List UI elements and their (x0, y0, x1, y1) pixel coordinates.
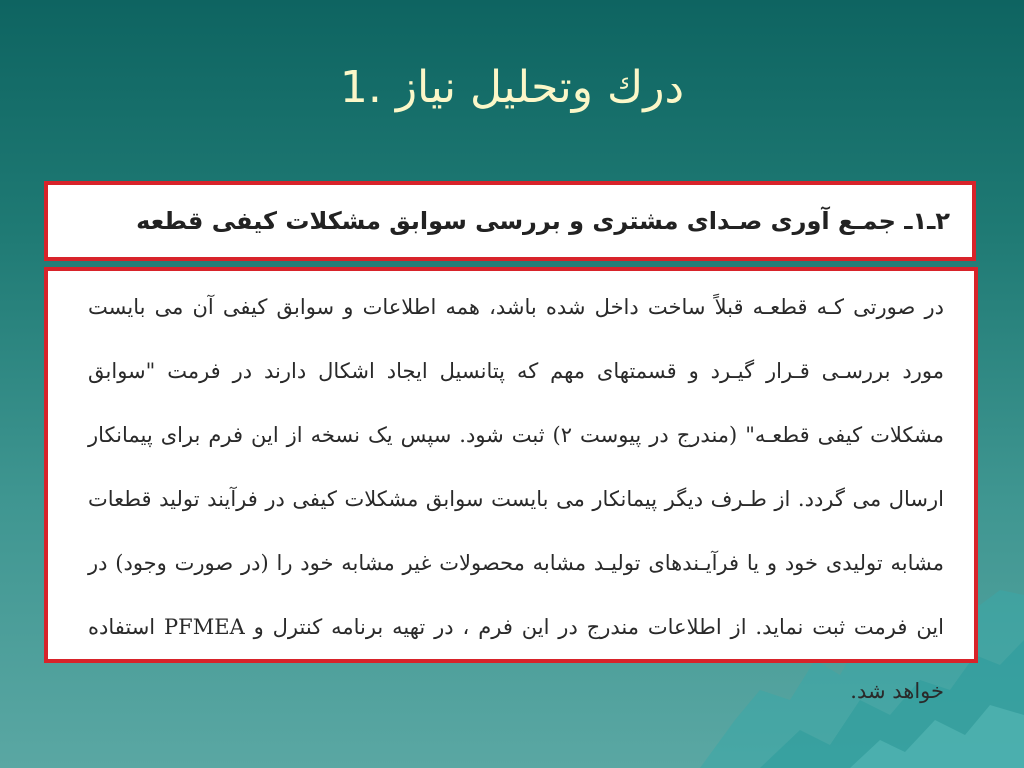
slide-title: 1. درك وتحليل نياز (339, 62, 685, 113)
body-paragraph: در صورتی کـه قطعـه قبلاً ساخت داخل شده باشد، همه اطلاعات و سوابق کیفی آن می بایست مورد بررسـی قـرار گیـرد و قسمتهای مهم که پتانسیل ایجاد اشکال دارند در فرمت "سوابق مشکلات کیفی قطعـه" (مندرج در پیوست ۲) ثبت شود. سپس یک نسخه از این فرم برای پیمانکار ارسال می گردد. از طـرف دیگر پیمانکار می بایست سوابق مشکلات کیفی در فرآیند تولید قطعات مشابه تولیدی خود و یا فرآیـندهای تولیـد مشابه محصولات غیر مشابه خود را (در صورت وجود) در این فرمت ثبت نماید. از اطلاعات مندرج در این فرم ، در تهیه برنامه کنترل و PFMEA استفاده خواهد شد. (88, 295, 944, 703)
body-box (44, 267, 978, 703)
heading-box (44, 181, 976, 261)
section-heading: ۲ـ۱ـ جمـع آوری صـدای مشتری و بررسی سوابق مشکلات کیفی قطعه (136, 207, 950, 235)
